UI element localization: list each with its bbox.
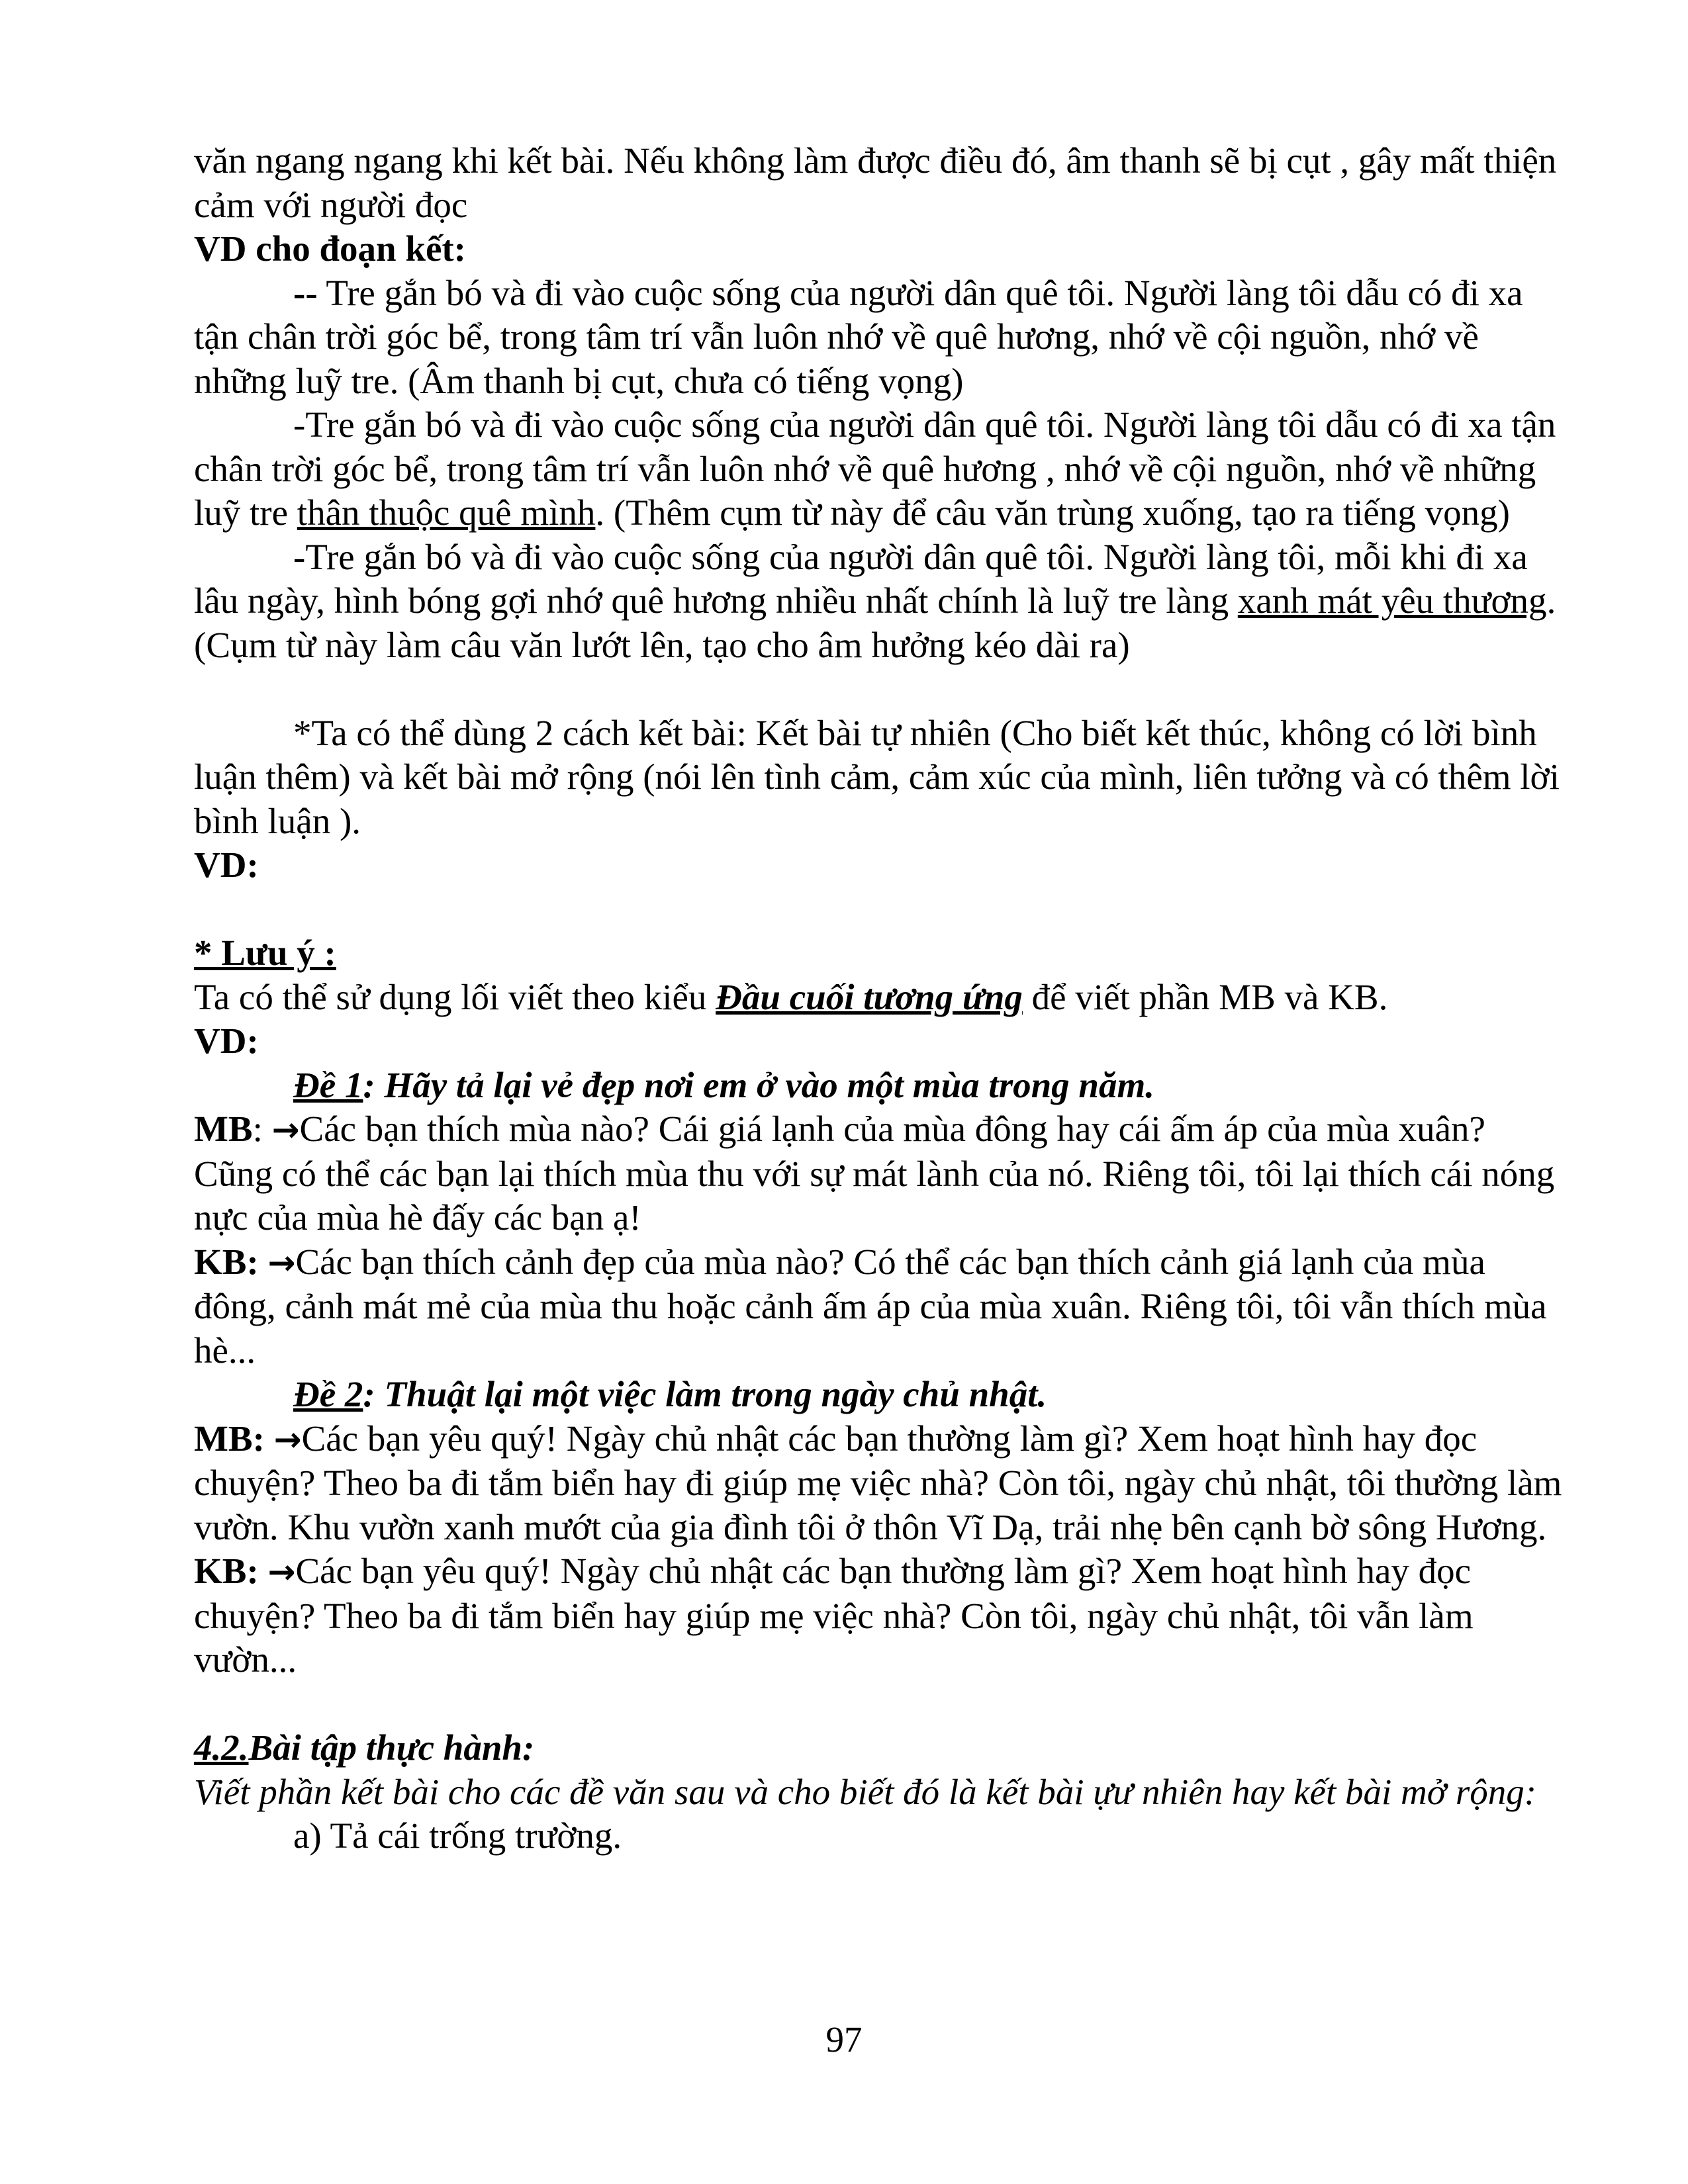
luu-y-text-a: Ta có thể sử dụng lối viết theo kiểu — [194, 976, 716, 1017]
example-2-paragraph — [194, 403, 1571, 535]
de-1-mb-paragraph — [194, 1107, 1571, 1240]
arrow-right-icon: → — [273, 1420, 302, 1459]
de-2-mb-text: Các bạn yêu quý! Ngày chủ nhật các bạn thường làm gì? Xem hoạt hình hay đọc chuyện? Theo ba đi tắm biển hay đi giúp mẹ việc nhà? Còn tôi, ngày chủ nhật, tôi thường làm vườn. Khu vườn xanh mướt của gia đình tôi ở thôn Vĩ Dạ, trải nhẹ bên cạnh bờ sông Hương. — [194, 1418, 1562, 1547]
practice-heading — [194, 1726, 1571, 1770]
practice-item-a: a) Tả cái trống trường. — [293, 1815, 622, 1856]
luu-y-vd-label: VD: — [194, 1021, 259, 1061]
practice-title: Bài tập thực hành: — [248, 1727, 535, 1768]
spacer — [194, 667, 1571, 711]
de-1-mb-label: MB — [194, 1109, 253, 1149]
practice-instruction: Viết phần kết bài cho các đề văn sau và cho biết đó là kết bài ựư nhiên hay kết bài mở rộng: — [194, 1771, 1537, 1812]
arrow-right-icon: → — [271, 1111, 300, 1149]
luu-y-heading: * Lưu ý : — [194, 933, 336, 973]
de-2-title: : Thuật lại một việc làm trong ngày chủ nhật. — [363, 1374, 1047, 1414]
de-1-heading — [194, 1064, 1571, 1108]
example-2-text-b: . (Thêm cụm từ này để câu văn trùng xuống, tạo ra tiếng vọng) — [595, 492, 1510, 533]
page-content — [194, 139, 1571, 1858]
practice-number: 4.2. — [194, 1727, 249, 1768]
luu-y-text-b: để viết phần MB và KB. — [1022, 976, 1388, 1017]
de-1-label: Đề 1 — [293, 1064, 363, 1105]
luu-y-paragraph — [194, 976, 1571, 1020]
example-1-dash: - — [293, 272, 306, 313]
de-1-title: : Hãy tả lại vẻ đẹp nơi em ở vào một mùa trong năm. — [363, 1064, 1155, 1105]
de-2-kb-text: Các bạn yêu quý! Ngày chủ nhật các bạn thường làm gì? Xem hoạt hình hay đọc chuyện? Theo ba đi tắm biển hay giúp mẹ việc nhà? Còn tôi, ngày chủ nhật, tôi vẫn làm vườn... — [194, 1551, 1474, 1680]
de-2-kb-paragraph — [194, 1549, 1571, 1682]
page-number: 97 — [825, 2019, 863, 2060]
example-3-text-a: -Tre gắn bó và đi vào cuộc sống của người dân quê tôi. Người làng tôi, mỗi khi đi xa lâu ngày, hình bóng gợi nhớ quê hương nhiều nhất chính là luỹ tre làng — [194, 536, 1528, 621]
luu-y-emphasis: Đầu cuối tương ứng — [716, 976, 1023, 1017]
de-1-mb-text: Các bạn thích mùa nào? Cái giá lạnh của mùa đông hay cái ấm áp của mùa xuân? Cũng có thể các bạn lại thích mùa thu với sự mát lành của nó. Riêng tôi, tôi lại thích cái nóng nực của mùa hè đấy các bạn ạ! — [194, 1109, 1555, 1238]
example-3-text-b: . (Cụm từ này làm câu văn lướt lên, tạo cho âm hưởng kéo dài ra) — [194, 580, 1556, 665]
de-2-mb-paragraph — [194, 1417, 1571, 1550]
de-1-kb-text: Các bạn thích cảnh đẹp của mùa nào? Có thể các bạn thích cảnh giá lạnh của mùa đông, cảnh mát mẻ của mùa thu hoặc cảnh ấm áp của mùa xuân. Riêng tôi, tôi vẫn thích mùa hè... — [194, 1241, 1547, 1371]
de-1-mb-colon: : — [252, 1109, 272, 1149]
arrow-right-icon: → — [267, 1243, 296, 1282]
example-1-text: - Tre gắn bó và đi vào cuộc sống của người dân quê tôi. Người làng tôi dẫu có đi xa tận chân trời góc bể, trong tâm trí vẫn luôn nhớ về quê hương, nhớ về cội nguồn, nhớ về những luỹ tre. (Âm thanh bị cụt, chưa có tiếng vọng) — [194, 272, 1523, 401]
example-1-paragraph — [194, 271, 1571, 404]
spacer — [194, 887, 1571, 932]
example-3-underlined-phrase: xanh mát yêu thương — [1237, 580, 1547, 621]
de-2-mb-label: MB: — [194, 1418, 274, 1459]
de-2-label: Đề 2 — [293, 1374, 363, 1414]
de-2-heading — [194, 1373, 1571, 1417]
two-ways-paragraph: *Ta có thể dùng 2 cách kết bài: Kết bài tự nhiên (Cho biết kết thúc, không có lời bình luận thêm) và kết bài mở rộng (nói lên tình cảm, cảm xúc của mình, liên tưởng và có thêm lời bình luận ). — [194, 712, 1560, 841]
de-1-kb-label: KB: — [194, 1241, 268, 1282]
spacer — [194, 1682, 1571, 1727]
intro-paragraph: văn ngang ngang khi kết bài. Nếu không làm được điều đó, âm thanh sẽ bị cụt , gây mất thiện cảm với người đọc — [194, 140, 1557, 225]
two-ways-vd-label: VD: — [194, 844, 259, 885]
de-2-kb-label: KB: — [194, 1551, 268, 1591]
de-1-kb-paragraph — [194, 1240, 1571, 1373]
example-3-paragraph — [194, 535, 1571, 668]
example-2-underlined-phrase: thân thuộc quê mình — [297, 492, 596, 533]
vd-ket-heading: VD cho đoạn kết: — [194, 228, 466, 269]
example-2-text-a: -Tre gắn bó và đi vào cuộc sống của người dân quê tôi. Người làng tôi dẫu có đi xa tận chân trời góc bể, trong tâm trí vẫn luôn nhớ về quê hương , nhớ về cội nguồn, nhớ về những luỹ tre — [194, 404, 1556, 533]
arrow-right-icon: → — [267, 1553, 296, 1591]
